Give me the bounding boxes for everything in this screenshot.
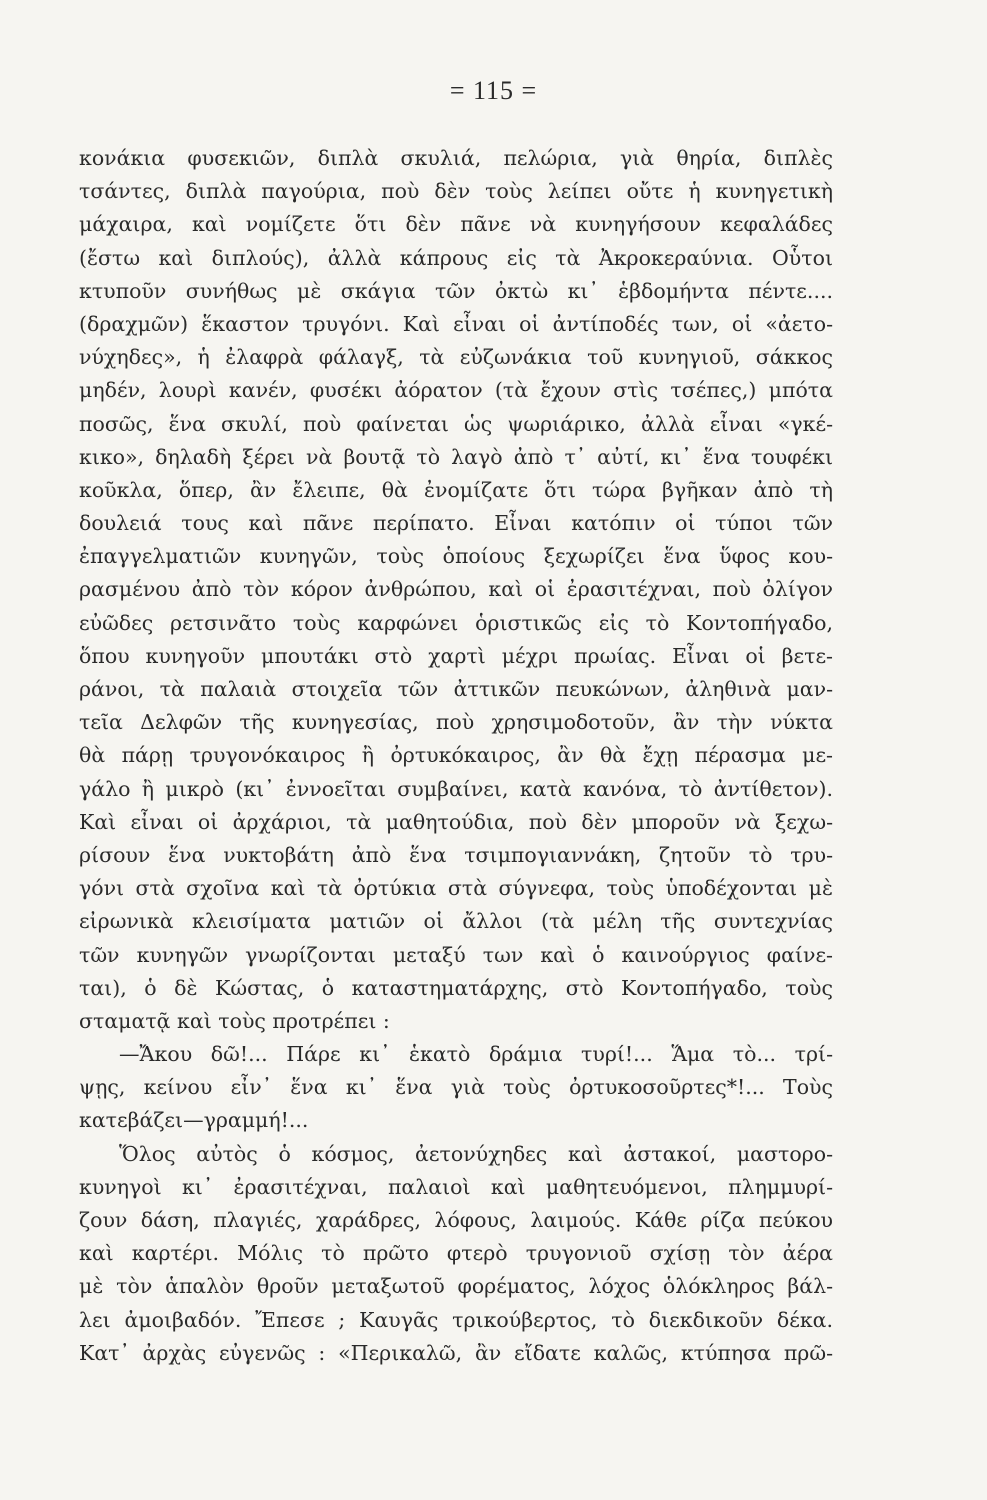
text-line: Κατ᾿ ἀρχὰς εὐγενῶς : «Περικαλῶ, ἂν εἴδατε καλῶς, κτύπησα πρῶ- (79, 1340, 833, 1365)
text-line: τῶν κυνηγῶν γνωρίζονται μεταξύ των καὶ ὁ καινούργιος φαίνε- (79, 942, 833, 967)
text-line: δουλειά τους καὶ πᾶνε περίπατο. Εἶναι κατόπιν οἱ τύποι τῶν (79, 511, 833, 536)
text-line: γόνι στὰ σχοῖνα καὶ τὰ ὀρτύκια στὰ σύγνεφα, τοὺς ὑποδέχονται μὲ (79, 876, 833, 901)
text-line: Καὶ εἶναι οἱ ἀρχάριοι, τὰ μαθητούδια, ποὺ δὲν μποροῦν νὰ ξεχω- (79, 809, 833, 834)
text-line: κυνηγοὶ κι᾿ ἐρασιτέχναι, παλαιοὶ καὶ μαθητευόμενοι, πλημμυρί- (79, 1174, 833, 1199)
text-line: (ἔστω καὶ διπλούς), ἀλλὰ κάπρους εἰς τὰ Ἀκροκεραύνια. Οὗτοι (79, 245, 833, 270)
text-line: γάλο ἢ μικρὸ (κι᾿ ἐννοεῖται συμβαίνει, κατὰ κανόνα, τὸ ἀντίθετον). (79, 776, 833, 801)
text-line: μὲ τὸν ἁπαλὸν θροῦν μεταξωτοῦ φορέματος, λόχος ὁλόκληρος βάλ- (79, 1274, 833, 1299)
text-line: εὐῶδες ρετσινᾶτο τοὺς καρφώνει ὁριστικῶς εἰς τὸ Κοντοπήγαδο, (79, 610, 833, 635)
text-line: κτυποῦν συνήθως μὲ σκάγια τῶν ὀκτὼ κι᾿ ἑβδομήντα πέντε.... (79, 278, 833, 303)
text-line: ται), ὁ δὲ Κώστας, ὁ καταστηματάρχης, στὸ Κοντοπήγαδο, τοὺς (79, 975, 833, 1000)
text-line: ἐπαγγελματιῶν κυνηγῶν, τοὺς ὁποίους ξεχωρίζει ἕνα ὕφος κου- (79, 544, 833, 569)
text-line: εἰρωνικὰ κλεισίματα ματιῶν οἱ ἄλλοι (τὰ μέλη τῆς συντεχνίας (79, 909, 833, 934)
text-line: Ὅλος αὐτὸς ὁ κόσμος, ἀετονύχηδες καὶ ἀστακοί, μαστορο- (119, 1141, 833, 1166)
text-line: —Ἄκου δῶ!... Πάρε κι᾿ ἑκατὸ δράμια τυρί!... Ἅμα τὸ... τρί- (119, 1042, 833, 1067)
page-number: = 115 = (449, 76, 538, 105)
text-line: νύχηδες», ἡ ἐλαφρὰ φάλαγξ, τὰ εὐζωνάκια τοῦ κυνηγιοῦ, σάκκος (79, 345, 833, 370)
text-line: (δραχμῶν) ἕκαστον τρυγόνι. Καὶ εἶναι οἱ ἀντίποδές των, οἱ «ἀετο- (79, 311, 833, 336)
text-line: ράνοι, τὰ παλαιὰ στοιχεῖα τῶν ἀττικῶν πευκώνων, ἀληθινὰ μαν- (79, 677, 833, 701)
text-line: ψῃς, κείνου εἶν᾿ ἕνα κι᾿ ἕνα γιὰ τοὺς ὀρτυκοσοῦρτες*!... Τοὺς (79, 1075, 833, 1100)
text-line: σταματᾷ καὶ τοὺς προτρέπει : (79, 1008, 390, 1033)
body-text (79, 142, 833, 1370)
text-line: κατεβάζει—γραμμή!... (79, 1108, 309, 1133)
text-line: ζουν δάση, πλαγιές, χαράδρες, λόφους, λαιμούς. Κάθε ρίζα πεύκου (79, 1208, 833, 1232)
text-line: τεῖα Δελφῶν τῆς κυνηγεσίας, ποὺ χρησιμοδοτοῦν, ἂν τὴν νύκτα (79, 710, 833, 735)
text-line: καὶ καρτέρι. Μόλις τὸ πρῶτο φτερὸ τρυγονιοῦ σχίσῃ τὸν ἀέρα (79, 1241, 833, 1266)
text-line: κικο», δηλαδὴ ξέρει νὰ βουτᾷ τὸ λαγὸ ἀπὸ τ᾿ αὐτί, κι᾿ ἕνα τουφέκι (79, 444, 833, 469)
text-line: τσάντες, διπλὰ παγούρια, ποὺ δὲν τοὺς λείπει οὔτε ἡ κυνηγετικὴ (79, 179, 833, 204)
text-line: ποσῶς, ἕνα σκυλί, ποὺ φαίνεται ὡς ψωριάρικο, ἀλλὰ εἶναι «γκέ- (79, 411, 833, 436)
text-line: κονάκια φυσεκιῶν, διπλὰ σκυλιά, πελώρια, γιὰ θηρία, διπλὲς (79, 146, 833, 170)
text-line: κοῦκλα, ὅπερ, ἂν ἔλειπε, θὰ ἐνομίζατε ὅτι τώρα βγῆκαν ἀπὸ τὴ (79, 477, 833, 502)
text-line: ρίσουν ἕνα νυκτοβάτη ἀπὸ ἕνα τσιμπογιαννάκη, ζητοῦν τὸ τρυ- (79, 842, 833, 867)
text-line: λει ἀμοιβαδόν. Ἔπεσε ; Καυγᾶς τρικούβερτος, τὸ διεκδικοῦν δέκα. (79, 1307, 833, 1332)
text-line: ρασμένου ἀπὸ τὸν κόρον ἀνθρώπου, καὶ οἱ ἐρασιτέχναι, ποὺ ὀλίγον (79, 577, 833, 602)
text-line: θὰ πάρῃ τρυγονόκαιρος ἢ ὀρτυκόκαιρος, ἂν θὰ ἔχῃ πέρασμα με- (79, 743, 833, 768)
text-line: ὅπου κυνηγοῦν μπουτάκι στὸ χαρτὶ μέχρι πρωίας. Εἶναι οἱ βετε- (79, 643, 833, 668)
text-line: μηδέν, λουρὶ κανέν, φυσέκι ἀόρατον (τὰ ἔχουν στὶς τσέπες,) μπότα (79, 378, 833, 403)
text-line: μάχαιρα, καὶ νομίζετε ὅτι δὲν πᾶνε νὰ κυνηγήσουν κεφαλάδες (79, 212, 833, 237)
